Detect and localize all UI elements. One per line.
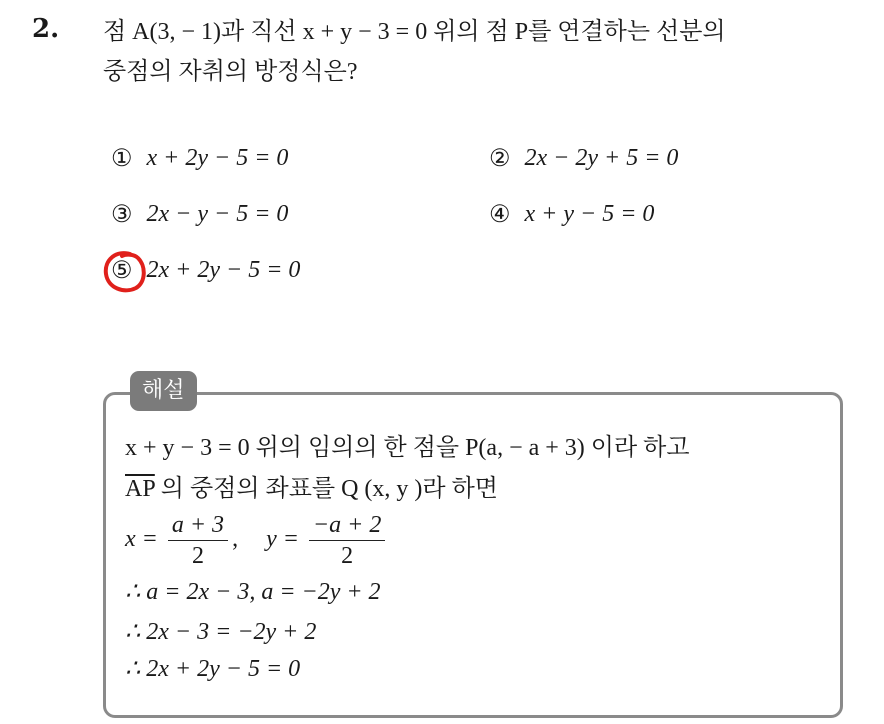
choice-number: ③ bbox=[111, 202, 133, 228]
solution-line-4: ∴ a = 2x − 3, a = −2y + 2 bbox=[125, 579, 381, 605]
question-number: 2. bbox=[32, 14, 60, 44]
question-line-1: 점 A(3, − 1)과 직선 x + y − 3 = 0 위의 점 P를 연결하는 선분의 bbox=[103, 19, 726, 45]
choice-expression: 2x + 2y − 5 = 0 bbox=[146, 257, 301, 283]
choice-number: ② bbox=[489, 146, 511, 172]
choice-1[interactable] bbox=[111, 144, 288, 173]
solution-tag: 해설 bbox=[130, 371, 197, 411]
question-stem bbox=[103, 12, 873, 92]
choice-2[interactable] bbox=[489, 144, 678, 173]
answer-circle-mark bbox=[100, 248, 150, 296]
choice-4[interactable] bbox=[489, 200, 654, 229]
choice-expression: x + 2y − 5 = 0 bbox=[146, 145, 289, 171]
choice-number: ⑤ bbox=[111, 258, 133, 284]
choice-expression: x + y − 5 = 0 bbox=[524, 201, 655, 227]
choice-expression: 2x − 2y + 5 = 0 bbox=[524, 145, 679, 171]
solution-line-2: $\overline{AP}$ 의 중점의 좌표를 Q (x, y )라 하면 bbox=[125, 476, 498, 502]
choice-number: ① bbox=[111, 146, 133, 172]
choice-3[interactable] bbox=[111, 200, 288, 229]
x-fraction: $\frac{a + 3}{2}$ bbox=[168, 510, 228, 571]
solution-fraction-line: x = $\frac{a + 3}{2}$ , y = $\frac{-a + 2}{2}$ bbox=[125, 510, 389, 571]
y-fraction: $\frac{-a + 2}{2}$ bbox=[309, 510, 385, 571]
segment-ap: $\overline{AP}$ bbox=[125, 476, 155, 502]
choice-expression: 2x − y − 5 = 0 bbox=[146, 201, 289, 227]
choice-number: ④ bbox=[489, 202, 511, 228]
solution-line-1: x + y − 3 = 0 위의 임의의 한 점을 P(a, − a + 3) 이라 하고 bbox=[125, 435, 690, 461]
solution-line-5: ∴ 2x − 3 = −2y + 2 bbox=[125, 619, 317, 645]
question-line-2: 중점의 자취의 방정식은? bbox=[103, 59, 358, 85]
solution-line-6: ∴ 2x + 2y − 5 = 0 bbox=[125, 656, 301, 682]
